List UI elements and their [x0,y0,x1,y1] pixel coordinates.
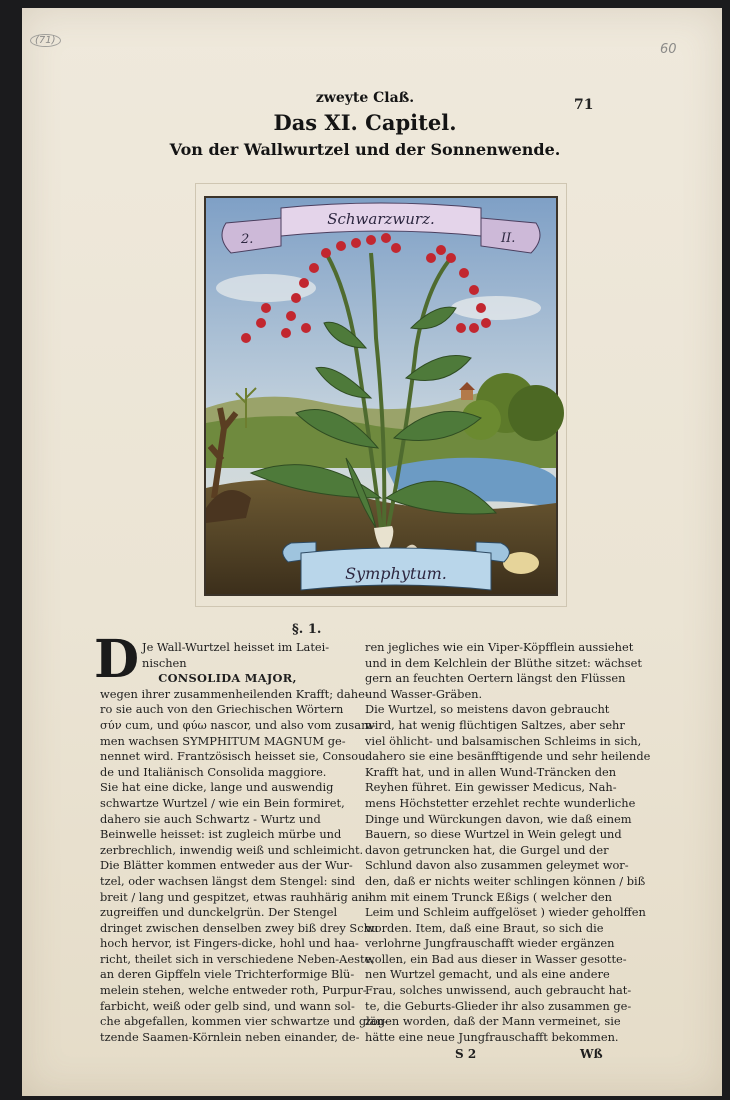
text-line: che abgefallen, kommen vier schwartze und glän- [100,1014,388,1029]
chapter-title: Das XI. Capitel. [273,110,457,135]
pencil-note-left: (71) [30,34,61,47]
text-line: Bauern, so diese Wurtzel in Wein gelegt und [365,827,622,842]
text-line: gern an feuchten Oertern längst den Flüssen [365,671,626,686]
text-line: richt, theilet sich in verschiedene Neben-Aeste, [100,951,375,966]
text-line: und in dem Kelchlein der Blüthe sitzet: wächset [365,655,642,670]
text-line: CONSOLIDA MAJOR, [158,671,297,686]
text-line: worden. Item, daß eine Braut, so sich die [365,920,604,935]
class-heading: zweyte Claß. [315,90,415,106]
engraving-illustration [206,198,556,594]
signature-mark: S 2 [455,1047,477,1061]
text-line: schwartze Wurtzel / wie ein Bein formiret, [100,795,345,810]
text-line: de und Italiänisch Consolida maggiore. [100,764,327,779]
banner-common-name: Schwarzwurz. [327,210,435,228]
text-line: Beinwelle heisset: ist zugleich mürbe und [100,827,342,842]
text-line: Leim und Schleim auffgelöset ) wieder geholffen [365,905,646,920]
text-line: und Wasser-Gräben. [365,686,483,701]
text-line: Sie hat eine dicke, lange und auswendig [100,780,334,795]
text-line: zerbrechlich, inwendig weiß und schleimicht. [100,842,364,857]
text-line: tzel, oder wachsen längst dem Stengel: sind [100,873,356,888]
text-line: wird, hat wenig flüchtigen Saltzes, aber sehr [365,717,625,732]
text-line: Die Blätter kommen entweder aus der Wur- [100,858,353,873]
text-line: men wachsen SYMPHITUM MAGNUM ge- [100,733,346,748]
text-line: breit / lang und gespitzet, etwas rauhhärig an- [100,889,370,904]
text-line: ihm mit einem Trunck Eßigs ( welcher den [365,889,612,904]
section-mark: §. 1. [292,622,322,637]
text-line: dringet zwischen denselben zwey biß drey Schu [100,920,379,935]
text-line: nennet wird. Frantzösisch heisset sie, Consou- [100,749,370,764]
text-line: Schlund davon also zusammen geleymet wor- [365,858,629,873]
right-text-column [365,640,651,1045]
text-line: Reyhen führet. Ein gewisser Medicus, Nah- [365,780,617,795]
text-line: dahero sie eine besänfftigende und sehr heilende [365,749,651,764]
drop-cap: D [94,629,140,690]
text-line: davon getruncken hat, die Gurgel und der [365,842,609,857]
text-line: an deren Gipffeln viele Trichterformige Blü- [100,967,355,982]
text-line: Je Wall-Wurtzel heisset im Latei- [142,640,330,654]
text-line: Dinge und Würckungen davon, wie daß einem [365,811,632,826]
text-line: wegen ihrer zusammenheilenden Krafft; dahe- [100,686,369,701]
text-line: nischen [142,655,187,670]
banner-number: 2. [241,232,254,247]
text-line: farbicht, weiß oder gelb sind, und wann sol- [100,998,355,1013]
cloud [451,296,541,320]
village-house [461,390,473,400]
text-line: den, daß er nichts weiter schlingen können / biß [365,873,646,888]
comfrey-engraving [204,196,558,596]
banner-roman-numeral: II. [501,231,516,246]
text-line: te, die Geburts-Glieder ihr also zusammen ge- [365,998,632,1013]
chapter-subtitle: Von der Wallwurtzel und der Sonnenwende. [169,140,561,159]
text-line: wollen, ein Bad aus dieser in Wasser gesotte- [365,951,627,966]
text-line: nen Wurtzel gemacht, und als eine andere [365,967,610,982]
text-line: hoch hervor, ist Fingers-dicke, hohl und haa- [100,936,359,951]
text-line: zogen worden, daß der Mann vermeinet, sie [365,1014,621,1029]
pencil-note-right: 60 [660,42,677,57]
text-line: ro sie auch von den Griechischen Wörtern [100,702,344,717]
text-line: Krafft hat, und in allen Wund-Träncken den [365,764,617,779]
text-line: zugreiffen und dunckelgrün. Der Stengel [100,905,338,920]
text-line: tzende Saamen-Körnlein neben einander, de- [100,1029,360,1044]
text-line: verlohrne Jungfrauschafft wieder ergänzen [365,936,615,951]
text-line: melein stehen, welche entweder roth, Purpur- [100,983,367,998]
text-line: mens Höchstetter erzehlet rechte wunderliche [365,795,636,810]
tree [508,385,564,441]
text-line: σύν cum, und φύω nascor, und also vom zusam- [100,717,376,732]
text-line: Die Wurtzel, so meistens davon gebraucht [365,702,610,717]
text-line: hätte eine neue Jungfrauschafft bekommen. [365,1029,619,1044]
page-number: 71 [574,97,594,113]
text-line: viel öhlicht- und balsamischen Schleims in sich, [365,733,642,748]
text-line: ren jegliches wie ein Viper-Köpfflein aussiehet [365,640,634,654]
left-text-column [100,640,388,1045]
banner-latin-name: Symphytum. [345,564,447,583]
text-line: Frau, solches unwissend, auch gebraucht hat- [365,983,632,998]
catchword: Wß [580,1047,603,1061]
cloud [216,274,316,302]
text-line: dahero sie auch Schwartz - Wurtz und [100,811,321,826]
